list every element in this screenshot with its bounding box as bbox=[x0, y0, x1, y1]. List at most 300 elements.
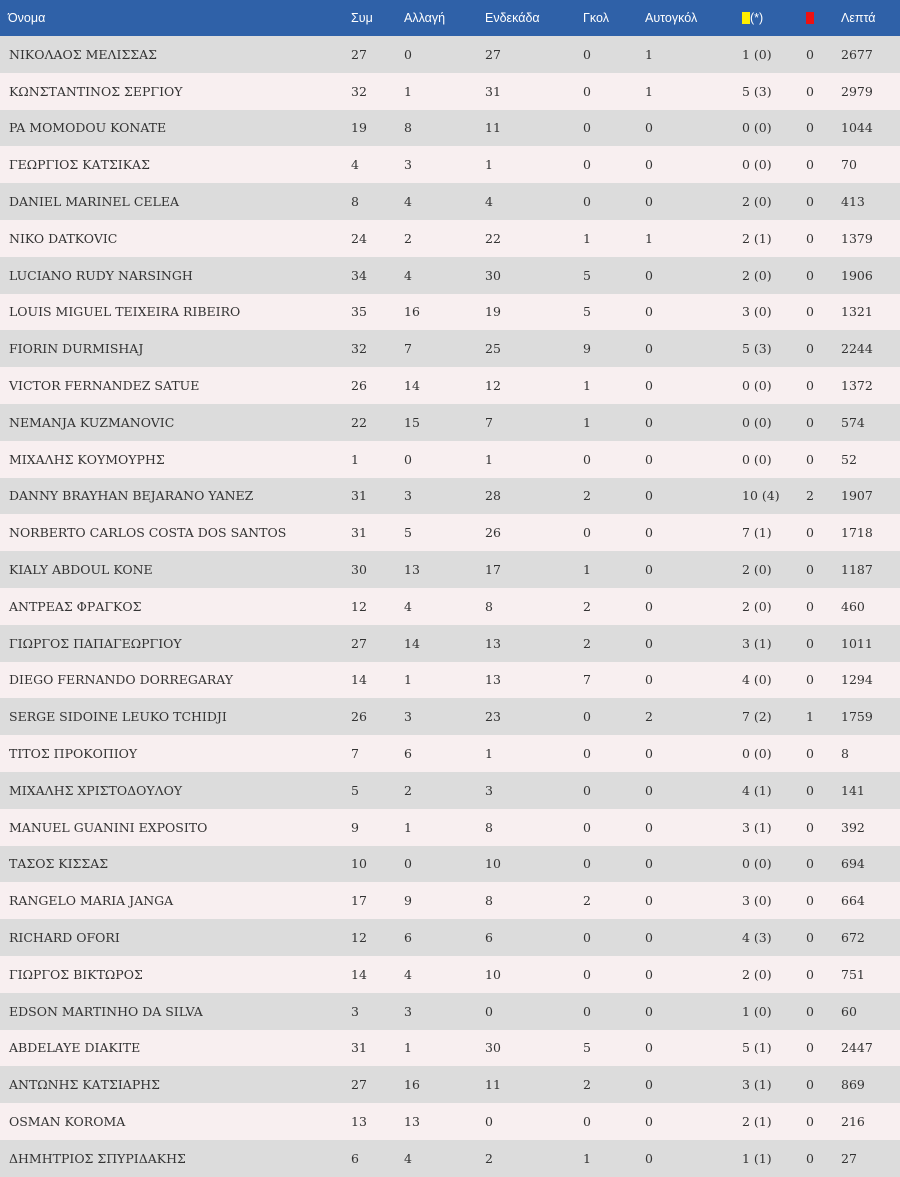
player-name: DIEGO FERNANDO DORREGARAY bbox=[9, 672, 234, 688]
appearances-cell: 24 bbox=[351, 230, 367, 246]
goals-cell: 0 bbox=[583, 819, 591, 835]
table-row bbox=[0, 183, 900, 220]
red-cards-cell: 0 bbox=[806, 414, 814, 430]
player-name: NIKO DATKOVIC bbox=[9, 230, 118, 246]
player-name: DANNY BRAYHAN BEJARANO YANEZ bbox=[9, 488, 254, 504]
own-goals-cell: 0 bbox=[645, 1003, 653, 1019]
header-subs[interactable]: Αλλαγή bbox=[404, 11, 446, 25]
red-cards-cell: 0 bbox=[806, 598, 814, 614]
appearances-cell: 14 bbox=[351, 966, 367, 982]
own-goals-cell: 1 bbox=[645, 46, 653, 62]
player-name: ΓΙΩΡΓΟΣ ΒΙΚΤΩΡΟΣ bbox=[9, 966, 143, 982]
appearances-cell: 8 bbox=[351, 194, 359, 210]
substitutions-cell: 15 bbox=[404, 414, 420, 430]
appearances-cell: 32 bbox=[351, 341, 367, 357]
goals-cell: 0 bbox=[583, 709, 591, 725]
red-cards-cell: 0 bbox=[806, 782, 814, 798]
starts-cell: 4 bbox=[485, 194, 493, 210]
goals-cell: 0 bbox=[583, 966, 591, 982]
goals-cell: 0 bbox=[583, 1003, 591, 1019]
red-cards-cell: 0 bbox=[806, 1077, 814, 1093]
appearances-cell: 9 bbox=[351, 819, 359, 835]
own-goals-cell: 0 bbox=[645, 341, 653, 357]
minutes-cell: 413 bbox=[841, 194, 865, 210]
substitutions-cell: 3 bbox=[404, 1003, 412, 1019]
yellow-cards-cell: 1 (0) bbox=[742, 1003, 772, 1019]
starts-cell: 0 bbox=[485, 1114, 493, 1129]
red-cards-cell: 0 bbox=[806, 1150, 814, 1166]
yellow-cards-cell: 2 (1) bbox=[742, 1114, 772, 1129]
goals-cell: 0 bbox=[583, 856, 591, 872]
player-name: OSMAN KOROMA bbox=[9, 1114, 126, 1129]
header-row bbox=[0, 0, 900, 36]
yellow-cards-cell: 5 (3) bbox=[742, 83, 772, 99]
player-name: ABDELAYE DIAKITE bbox=[9, 1040, 141, 1056]
minutes-cell: 460 bbox=[841, 598, 865, 614]
minutes-cell: 2677 bbox=[841, 46, 873, 62]
appearances-cell: 30 bbox=[351, 562, 367, 578]
player-name: KIALY ABDOUL KONE bbox=[9, 562, 153, 578]
minutes-cell: 869 bbox=[841, 1077, 865, 1093]
substitutions-cell: 7 bbox=[404, 341, 412, 357]
minutes-cell: 60 bbox=[841, 1003, 857, 1019]
starts-cell: 30 bbox=[485, 1040, 501, 1056]
yellow-cards-cell: 0 (0) bbox=[742, 378, 772, 394]
goals-cell: 1 bbox=[583, 562, 591, 578]
goals-cell: 0 bbox=[583, 746, 591, 762]
header-name[interactable]: Όνομα bbox=[8, 11, 46, 25]
table-row bbox=[0, 919, 900, 956]
goals-cell: 0 bbox=[583, 1114, 591, 1129]
header-own-goals[interactable]: Αυτογκόλ bbox=[645, 11, 698, 25]
red-cards-cell: 0 bbox=[806, 194, 814, 210]
yellow-cards-cell: 0 (0) bbox=[742, 414, 772, 430]
substitutions-cell: 1 bbox=[404, 672, 412, 688]
starts-cell: 13 bbox=[485, 635, 501, 651]
yellow-cards-cell: 2 (0) bbox=[742, 966, 772, 982]
own-goals-cell: 0 bbox=[645, 598, 653, 614]
own-goals-cell: 0 bbox=[645, 856, 653, 872]
player-name: ΜΙΧΑΛΗΣ ΚΟΥΜΟΥΡΗΣ bbox=[9, 451, 165, 467]
appearances-cell: 26 bbox=[351, 709, 367, 725]
appearances-cell: 27 bbox=[351, 46, 367, 62]
table-row bbox=[0, 404, 900, 441]
goals-cell: 0 bbox=[583, 157, 591, 173]
yellow-cards-cell: 0 (0) bbox=[742, 856, 772, 872]
yellow-cards-cell: 2 (0) bbox=[742, 562, 772, 578]
goals-cell: 5 bbox=[583, 304, 591, 320]
red-cards-cell: 0 bbox=[806, 304, 814, 320]
starts-cell: 26 bbox=[485, 525, 501, 541]
table-row bbox=[0, 846, 900, 883]
own-goals-cell: 0 bbox=[645, 304, 653, 320]
red-cards-cell: 0 bbox=[806, 893, 814, 909]
header-yellow-cards[interactable] bbox=[742, 0, 806, 36]
yellow-cards-cell: 4 (1) bbox=[742, 782, 772, 798]
substitutions-cell: 4 bbox=[404, 194, 412, 210]
yellow-cards-cell: 4 (3) bbox=[742, 930, 772, 946]
own-goals-cell: 0 bbox=[645, 1040, 653, 1056]
red-cards-cell: 0 bbox=[806, 672, 814, 688]
yellow-cards-cell: 7 (2) bbox=[742, 709, 772, 725]
table-row bbox=[0, 220, 900, 257]
appearances-cell: 27 bbox=[351, 1077, 367, 1093]
appearances-cell: 3 bbox=[351, 1003, 359, 1019]
player-name: SERGE SIDOINE LEUKO TCHIDJI bbox=[9, 709, 227, 725]
goals-cell: 5 bbox=[583, 267, 591, 283]
own-goals-cell: 0 bbox=[645, 1150, 653, 1166]
own-goals-cell: 1 bbox=[645, 83, 653, 99]
yellow-cards-cell: 2 (0) bbox=[742, 267, 772, 283]
yellow-cards-cell: 3 (1) bbox=[742, 819, 772, 835]
appearances-cell: 32 bbox=[351, 83, 367, 99]
table-row bbox=[0, 1140, 900, 1177]
starts-cell: 28 bbox=[485, 488, 501, 504]
yellow-cards-cell: 2 (1) bbox=[742, 230, 772, 246]
yellow-cards-cell: 1 (0) bbox=[742, 46, 772, 62]
red-cards-cell: 1 bbox=[806, 709, 814, 725]
starts-cell: 22 bbox=[485, 230, 501, 246]
red-cards-cell: 0 bbox=[806, 1114, 814, 1129]
goals-cell: 5 bbox=[583, 1040, 591, 1056]
player-name: VICTOR FERNANDEZ SATUE bbox=[9, 378, 200, 394]
substitutions-cell: 13 bbox=[404, 1114, 420, 1129]
red-cards-cell: 2 bbox=[806, 488, 814, 504]
table-row bbox=[0, 441, 900, 478]
red-cards-cell: 0 bbox=[806, 1003, 814, 1019]
starts-cell: 1 bbox=[485, 157, 493, 173]
header-yellow-suffix: (*) bbox=[750, 11, 764, 25]
substitutions-cell: 13 bbox=[404, 562, 420, 578]
yellow-card-icon bbox=[742, 12, 750, 24]
appearances-cell: 19 bbox=[351, 120, 367, 136]
substitutions-cell: 3 bbox=[404, 488, 412, 504]
appearances-cell: 31 bbox=[351, 525, 367, 541]
goals-cell: 0 bbox=[583, 525, 591, 541]
player-name: ΔΗΜΗΤΡΙΟΣ ΣΠΥΡΙΔΑΚΗΣ bbox=[9, 1150, 186, 1166]
substitutions-cell: 2 bbox=[404, 230, 412, 246]
header-minutes[interactable]: Λεπτά bbox=[841, 11, 876, 25]
red-cards-cell: 0 bbox=[806, 451, 814, 467]
minutes-cell: 1718 bbox=[841, 525, 873, 541]
yellow-cards-cell: 3 (0) bbox=[742, 304, 772, 320]
red-cards-cell: 0 bbox=[806, 267, 814, 283]
starts-cell: 19 bbox=[485, 304, 501, 320]
appearances-cell: 35 bbox=[351, 304, 367, 320]
yellow-cards-cell: 0 (0) bbox=[742, 157, 772, 173]
table-row bbox=[0, 1030, 900, 1067]
starts-cell: 10 bbox=[485, 856, 501, 872]
starts-cell: 8 bbox=[485, 893, 493, 909]
own-goals-cell: 0 bbox=[645, 930, 653, 946]
appearances-cell: 34 bbox=[351, 267, 367, 283]
header-red-cards[interactable] bbox=[806, 0, 841, 36]
player-name: LUCIANO RUDY NARSINGH bbox=[9, 267, 193, 283]
yellow-cards-cell: 5 (1) bbox=[742, 1040, 772, 1056]
appearances-cell: 5 bbox=[351, 782, 359, 798]
substitutions-cell: 4 bbox=[404, 966, 412, 982]
goals-cell: 2 bbox=[583, 893, 591, 909]
yellow-cards-cell: 0 (0) bbox=[742, 120, 772, 136]
yellow-cards-cell: 2 (0) bbox=[742, 598, 772, 614]
substitutions-cell: 4 bbox=[404, 1150, 412, 1166]
own-goals-cell: 1 bbox=[645, 230, 653, 246]
player-name: MANUEL GUANINI EXPOSITO bbox=[9, 819, 208, 835]
player-name: ΤΑΣΟΣ ΚΙΣΣΑΣ bbox=[9, 856, 109, 872]
minutes-cell: 27 bbox=[841, 1150, 857, 1166]
appearances-cell: 12 bbox=[351, 598, 367, 614]
starts-cell: 27 bbox=[485, 46, 501, 62]
starts-cell: 12 bbox=[485, 378, 501, 394]
own-goals-cell: 0 bbox=[645, 1077, 653, 1093]
appearances-cell: 7 bbox=[351, 746, 359, 762]
own-goals-cell: 2 bbox=[645, 709, 653, 725]
red-cards-cell: 0 bbox=[806, 83, 814, 99]
own-goals-cell: 0 bbox=[645, 819, 653, 835]
own-goals-cell: 0 bbox=[645, 782, 653, 798]
appearances-cell: 31 bbox=[351, 488, 367, 504]
own-goals-cell: 0 bbox=[645, 893, 653, 909]
appearances-cell: 17 bbox=[351, 893, 367, 909]
appearances-cell: 6 bbox=[351, 1150, 359, 1166]
yellow-cards-cell: 7 (1) bbox=[742, 525, 772, 541]
substitutions-cell: 4 bbox=[404, 598, 412, 614]
own-goals-cell: 0 bbox=[645, 194, 653, 210]
appearances-cell: 1 bbox=[351, 451, 359, 467]
starts-cell: 6 bbox=[485, 930, 493, 946]
minutes-cell: 1011 bbox=[841, 635, 873, 651]
table-body bbox=[0, 36, 900, 1177]
red-cards-cell: 0 bbox=[806, 230, 814, 246]
player-name: NEMANJA KUZMANOVIC bbox=[9, 414, 175, 430]
minutes-cell: 1907 bbox=[841, 488, 873, 504]
minutes-cell: 1379 bbox=[841, 230, 873, 246]
substitutions-cell: 8 bbox=[404, 120, 412, 136]
own-goals-cell: 0 bbox=[645, 120, 653, 136]
minutes-cell: 751 bbox=[841, 966, 865, 982]
red-cards-cell: 0 bbox=[806, 341, 814, 357]
yellow-cards-cell: 1 (1) bbox=[742, 1150, 772, 1166]
substitutions-cell: 1 bbox=[404, 1040, 412, 1056]
appearances-cell: 31 bbox=[351, 1040, 367, 1056]
player-name: RICHARD OFORI bbox=[9, 930, 120, 946]
own-goals-cell: 0 bbox=[645, 157, 653, 173]
minutes-cell: 141 bbox=[841, 782, 865, 798]
goals-cell: 7 bbox=[583, 672, 591, 688]
yellow-cards-cell: 4 (0) bbox=[742, 672, 772, 688]
red-cards-cell: 0 bbox=[806, 157, 814, 173]
table-row bbox=[0, 294, 900, 331]
starts-cell: 7 bbox=[485, 414, 493, 430]
red-cards-cell: 0 bbox=[806, 819, 814, 835]
yellow-cards-cell: 0 (0) bbox=[742, 451, 772, 467]
table-row bbox=[0, 36, 900, 73]
goals-cell: 1 bbox=[583, 378, 591, 394]
table-row bbox=[0, 257, 900, 294]
minutes-cell: 1906 bbox=[841, 267, 873, 283]
appearances-cell: 12 bbox=[351, 930, 367, 946]
table-row bbox=[0, 772, 900, 809]
substitutions-cell: 3 bbox=[404, 157, 412, 173]
red-cards-cell: 0 bbox=[806, 46, 814, 62]
table-row bbox=[0, 367, 900, 404]
minutes-cell: 1759 bbox=[841, 709, 873, 725]
player-name: RANGELO MARIA JANGA bbox=[9, 893, 174, 909]
starts-cell: 11 bbox=[485, 120, 501, 136]
yellow-cards-cell: 2 (0) bbox=[742, 194, 772, 210]
table-row bbox=[0, 662, 900, 699]
appearances-cell: 14 bbox=[351, 672, 367, 688]
own-goals-cell: 0 bbox=[645, 451, 653, 467]
minutes-cell: 2979 bbox=[841, 83, 873, 99]
player-name: ΓΕΩΡΓΙΟΣ ΚΑΤΣΙΚΑΣ bbox=[9, 157, 150, 173]
goals-cell: 1 bbox=[583, 1150, 591, 1166]
minutes-cell: 672 bbox=[841, 930, 865, 946]
starts-cell: 11 bbox=[485, 1077, 501, 1093]
appearances-cell: 10 bbox=[351, 856, 367, 872]
table-row bbox=[0, 110, 900, 147]
starts-cell: 0 bbox=[485, 1003, 493, 1019]
player-name: ΜΙΧΑΛΗΣ ΧΡΙΣΤΟΔΟΥΛΟΥ bbox=[9, 782, 183, 798]
player-name: ΝΙΚΟΛΑΟΣ ΜΕΛΙΣΣΑΣ bbox=[9, 46, 158, 62]
own-goals-cell: 0 bbox=[645, 966, 653, 982]
starts-cell: 1 bbox=[485, 746, 493, 762]
minutes-cell: 8 bbox=[841, 746, 849, 762]
red-cards-cell: 0 bbox=[806, 120, 814, 136]
own-goals-cell: 0 bbox=[645, 746, 653, 762]
player-name: ΚΩΝΣΤΑΝΤΙΝΟΣ ΣΕΡΓΙΟΥ bbox=[9, 83, 183, 99]
table-row bbox=[0, 1103, 900, 1140]
starts-cell: 25 bbox=[485, 341, 501, 357]
table-row bbox=[0, 882, 900, 919]
starts-cell: 1 bbox=[485, 451, 493, 467]
goals-cell: 9 bbox=[583, 341, 591, 357]
starts-cell: 13 bbox=[485, 672, 501, 688]
substitutions-cell: 9 bbox=[404, 893, 412, 909]
table-row bbox=[0, 1066, 900, 1103]
table-row bbox=[0, 73, 900, 110]
player-name: EDSON MARTINHO DA SILVA bbox=[9, 1003, 203, 1019]
red-cards-cell: 0 bbox=[806, 930, 814, 946]
appearances-cell: 13 bbox=[351, 1114, 367, 1129]
player-name: ΓΙΩΡΓΟΣ ΠΑΠΑΓΕΩΡΓΙΟΥ bbox=[9, 635, 182, 651]
red-cards-cell: 0 bbox=[806, 746, 814, 762]
starts-cell: 23 bbox=[485, 709, 501, 725]
substitutions-cell: 3 bbox=[404, 709, 412, 725]
substitutions-cell: 0 bbox=[404, 46, 412, 62]
yellow-cards-cell: 0 (0) bbox=[742, 746, 772, 762]
player-name: NORBERTO CARLOS COSTA DOS SANTOS bbox=[9, 525, 287, 541]
minutes-cell: 2447 bbox=[841, 1040, 873, 1056]
minutes-cell: 1321 bbox=[841, 304, 873, 320]
minutes-cell: 574 bbox=[841, 414, 865, 430]
goals-cell: 1 bbox=[583, 230, 591, 246]
player-name: PA MOMODOU KONATE bbox=[9, 120, 167, 136]
goals-cell: 0 bbox=[583, 782, 591, 798]
own-goals-cell: 0 bbox=[645, 1114, 653, 1129]
minutes-cell: 70 bbox=[841, 157, 857, 173]
own-goals-cell: 0 bbox=[645, 525, 653, 541]
red-cards-cell: 0 bbox=[806, 635, 814, 651]
substitutions-cell: 6 bbox=[404, 746, 412, 762]
header-goals[interactable]: Γκολ bbox=[583, 11, 609, 25]
table-row bbox=[0, 478, 900, 515]
player-name: DANIEL MARINEL CELEA bbox=[9, 194, 179, 210]
starts-cell: 31 bbox=[485, 83, 501, 99]
substitutions-cell: 4 bbox=[404, 267, 412, 283]
goals-cell: 0 bbox=[583, 451, 591, 467]
player-name: FIORIN DURMISHAJ bbox=[9, 341, 144, 357]
starts-cell: 17 bbox=[485, 562, 501, 578]
own-goals-cell: 0 bbox=[645, 562, 653, 578]
red-cards-cell: 0 bbox=[806, 1040, 814, 1056]
goals-cell: 0 bbox=[583, 194, 591, 210]
goals-cell: 0 bbox=[583, 83, 591, 99]
own-goals-cell: 0 bbox=[645, 488, 653, 504]
table-row bbox=[0, 809, 900, 846]
starts-cell: 8 bbox=[485, 819, 493, 835]
red-cards-cell: 0 bbox=[806, 378, 814, 394]
substitutions-cell: 1 bbox=[404, 819, 412, 835]
starts-cell: 10 bbox=[485, 966, 501, 982]
starts-cell: 8 bbox=[485, 598, 493, 614]
minutes-cell: 52 bbox=[841, 451, 857, 467]
substitutions-cell: 1 bbox=[404, 83, 412, 99]
goals-cell: 1 bbox=[583, 414, 591, 430]
substitutions-cell: 5 bbox=[404, 525, 412, 541]
player-name: ΑΝΤΡΕΑΣ ΦΡΑΓΚΟΣ bbox=[9, 598, 142, 614]
goals-cell: 0 bbox=[583, 120, 591, 136]
red-cards-cell: 0 bbox=[806, 856, 814, 872]
table-row bbox=[0, 625, 900, 662]
red-cards-cell: 0 bbox=[806, 562, 814, 578]
minutes-cell: 2244 bbox=[841, 341, 873, 357]
substitutions-cell: 16 bbox=[404, 304, 420, 320]
own-goals-cell: 0 bbox=[645, 267, 653, 283]
own-goals-cell: 0 bbox=[645, 672, 653, 688]
appearances-cell: 26 bbox=[351, 378, 367, 394]
table-row bbox=[0, 588, 900, 625]
red-cards-cell: 0 bbox=[806, 966, 814, 982]
substitutions-cell: 0 bbox=[404, 856, 412, 872]
minutes-cell: 694 bbox=[841, 856, 865, 872]
player-name: ΑΝΤΩΝΗΣ ΚΑΤΣΙΑΡΗΣ bbox=[9, 1077, 160, 1093]
minutes-cell: 1372 bbox=[841, 378, 873, 394]
own-goals-cell: 0 bbox=[645, 414, 653, 430]
table-header bbox=[0, 0, 900, 36]
own-goals-cell: 0 bbox=[645, 635, 653, 651]
table-row bbox=[0, 551, 900, 588]
player-name: ΤΙΤΟΣ ΠΡΟΚΟΠΙΟΥ bbox=[9, 746, 138, 762]
substitutions-cell: 14 bbox=[404, 378, 420, 394]
goals-cell: 2 bbox=[583, 635, 591, 651]
table-row bbox=[0, 146, 900, 183]
appearances-cell: 4 bbox=[351, 157, 359, 173]
player-name: LOUIS MIGUEL TEIXEIRA RIBEIRO bbox=[9, 304, 241, 320]
red-cards-cell: 0 bbox=[806, 525, 814, 541]
starts-cell: 3 bbox=[485, 782, 493, 798]
minutes-cell: 1187 bbox=[841, 562, 873, 578]
header-starts[interactable]: Ενδεκάδα bbox=[485, 11, 540, 25]
minutes-cell: 664 bbox=[841, 893, 865, 909]
minutes-cell: 1044 bbox=[841, 120, 873, 136]
goals-cell: 2 bbox=[583, 598, 591, 614]
goals-cell: 0 bbox=[583, 930, 591, 946]
own-goals-cell: 0 bbox=[645, 378, 653, 394]
table-row bbox=[0, 330, 900, 367]
table-row bbox=[0, 956, 900, 993]
header-apps[interactable]: Συμ bbox=[351, 11, 373, 25]
